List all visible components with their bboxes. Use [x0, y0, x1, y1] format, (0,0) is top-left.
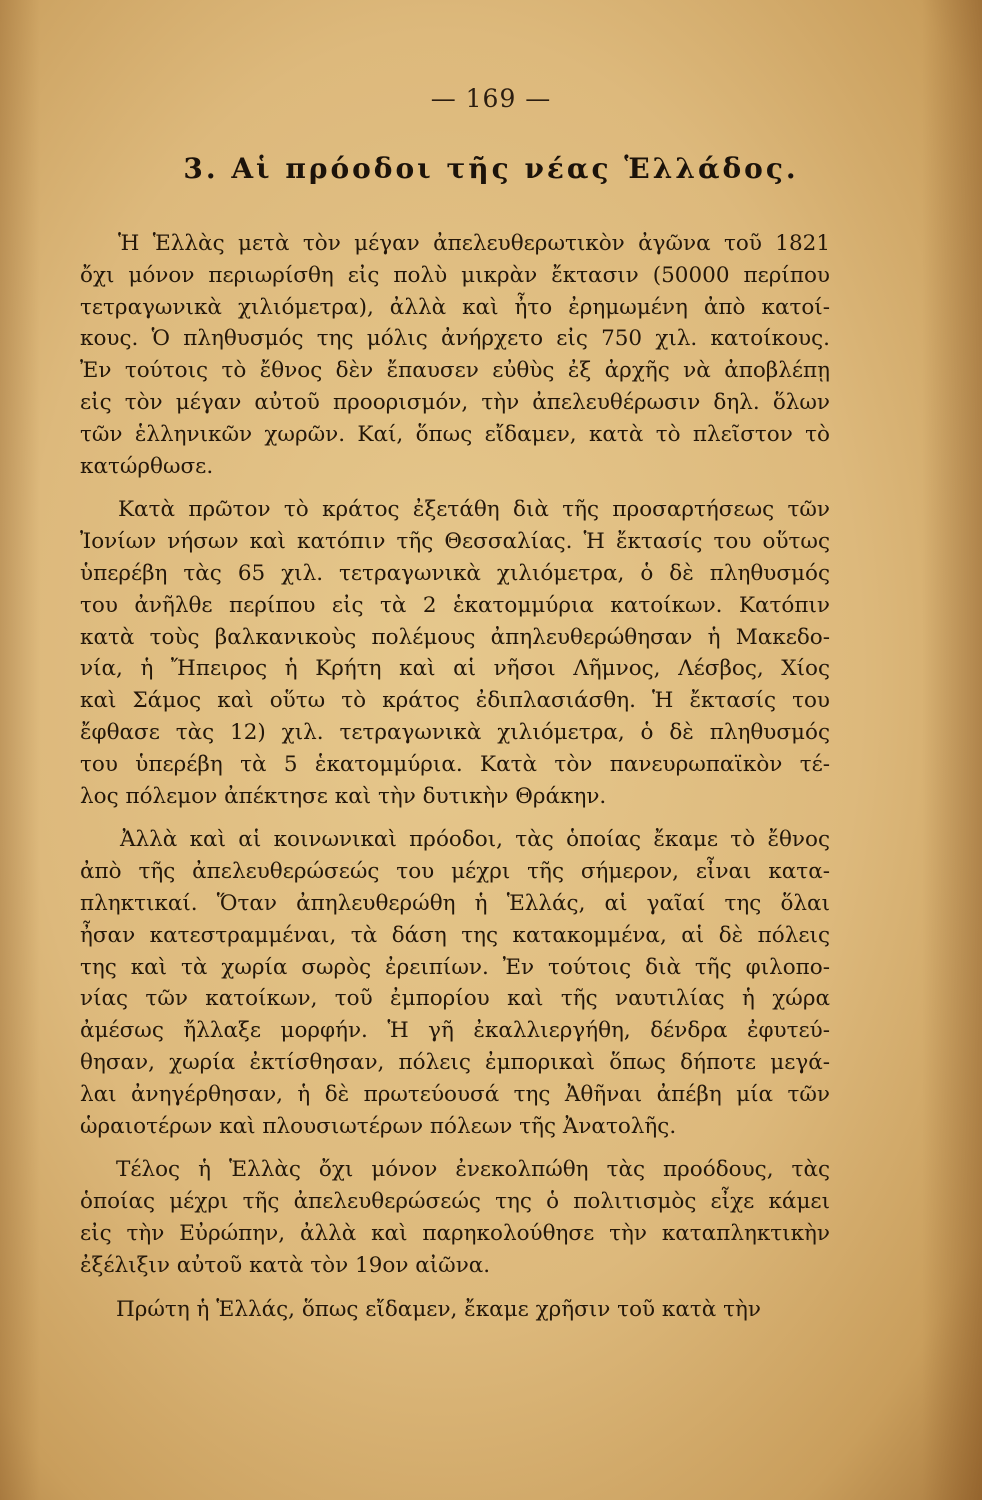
text-line: ἀμέσως ἤλλαξε μορφήν. Ἡ γῆ ἐκαλλιεργήθη, δένδρα ἐφυτεύ-: [80, 1018, 830, 1044]
text-line: του ἀνῆλθε περίπου εἰς τὰ 2 ἑκατομμύρια κατοίκων. Κατόπιν: [80, 592, 830, 618]
text-line: Πρώτη ἡ Ἑλλάς, ὅπως εἴδαμεν, ἔκαμε χρῆσιν τοῦ κατὰ τὴν: [116, 1296, 761, 1322]
text-line: λαι ἀνηγέρθησαν, ἡ δὲ πρωτεύουσά της Ἀθῆναι ἀπέβη μία τῶν: [80, 1081, 830, 1107]
text-line: λος πόλεμον ἀπέκτησε καὶ τὴν δυτικὴν Θράκην.: [80, 783, 607, 809]
paragraph-gap: [80, 1142, 830, 1154]
text-line: κους. Ὁ πληθυσμός της μόλις ἀνήρχετο εἰς 750 χιλ. κατοίκους.: [80, 326, 830, 352]
text-line: ἔφθασε τὰς 12) χιλ. τετραγωνικὰ χιλιόμετρα, ὁ δὲ πληθυσμός: [80, 719, 830, 745]
text-line: τῶν ἑλληνικῶν χωρῶν. Καί, ὅπως εἴδαμεν, κατὰ τὸ πλεῖστον τὸ: [80, 421, 830, 447]
text-line: καὶ Σάμος καὶ οὕτω τὸ κράτος ἐδιπλασιάσθη. Ἡ ἔκτασίς του: [80, 688, 830, 714]
text-line: της καὶ τὰ χωρία σωρὸς ἐρειπίων. Ἐν τούτοις διὰ τῆς φιλοπο-: [80, 954, 830, 980]
text-line: ἀπὸ τῆς ἀπελευθερώσεώς του μέχρι τῆς σήμερον, εἶναι κατα-: [80, 859, 830, 885]
text-line: ἐξέλιξιν αὐτοῦ κατὰ τὸν 19ον αἰῶνα.: [80, 1252, 491, 1278]
paragraph-gap: [80, 482, 830, 494]
paragraph: [80, 1154, 830, 1281]
text-line: θησαν, χωρία ἐκτίσθησαν, πόλεις ἐμπορικαὶ ὅπως δήποτε μεγά-: [80, 1049, 830, 1075]
text-line: κατὰ τοὺς βαλκανικοὺς πολέμους ἀπηλευθερώθησαν ἡ Μακεδο-: [80, 624, 830, 650]
text-line: εἰς τὴν Εὐρώπην, ἀλλὰ καὶ παρηκολούθησε τὴν καταπληκτικὴν: [80, 1220, 830, 1246]
text-line: ἦσαν κατεστραμμέναι, τὰ δάση της κατακομμένα, αἱ δὲ πόλεις: [80, 922, 830, 948]
text-line: κατώρθωσε.: [80, 453, 214, 479]
text-line: ὁποίας μέχρι τῆς ἀπελευθερώσεώς της ὁ πολιτισμὸς εἶχε κάμει: [80, 1189, 830, 1215]
text-line: Ἐν τούτοις τὸ ἔθνος δὲν ἔπαυσεν εὐθὺς ἐξ ἀρχῆς νὰ ἀποβλέπῃ: [80, 358, 830, 384]
paragraph: [80, 1294, 830, 1326]
paragraph: [80, 494, 830, 812]
text-line: πληκτικαί. Ὅταν ἀπηλευθερώθη ἡ Ἑλλάς, αἱ γαῖαί της ὅλαι: [80, 890, 830, 916]
page-number: — 169 —: [430, 84, 552, 113]
paragraph: [80, 824, 830, 1142]
text-line: Ἡ Ἑλλὰς μετὰ τὸν μέγαν ἀπελευθερωτικὸν ἀγῶνα τοῦ 1821: [118, 231, 830, 256]
text-line: τετραγωνικὰ χιλιόμετρα), ἀλλὰ καὶ ἦτο ἐρημωμένη ἀπὸ κατοί-: [80, 294, 830, 320]
text-line: Κατὰ πρῶτον τὸ κράτος ἐξετάθη διὰ τῆς προσαρτήσεως τῶν: [118, 497, 830, 523]
text-line: ὑπερέβη τὰς 65 χιλ. τετραγωνικὰ χιλιόμετρα, ὁ δὲ πληθυσμός: [80, 560, 830, 586]
text-line: ὄχι μόνον περιωρίσθη εἰς πολὺ μικρὰν ἔκτασιν (50000 περίπου: [80, 262, 830, 288]
text-line: του ὑπερέβη τὰ 5 ἑκατομμύρια. Κατὰ τὸν πανευρωπαϊκὸν τέ-: [80, 751, 830, 777]
paragraph-container: [80, 228, 830, 1325]
section-title: 3. Αἱ πρόοδοι τῆς νέας Ἑλλάδος.: [183, 152, 799, 185]
text-line: Ἰονίων νήσων καὶ κατόπιν τῆς Θεσσαλίας. Ἡ ἔκτασίς του οὕτως: [80, 529, 830, 555]
text-line: Τέλος ἡ Ἑλλὰς ὄχι μόνον ἐνεκολπώθη τὰς προόδους, τὰς: [116, 1157, 830, 1183]
text-line: Ἀλλὰ καὶ αἱ κοινωνικαὶ πρόοδοι, τὰς ὁποίας ἔκαμε τὸ ἔθνος: [120, 827, 830, 853]
body-text: [80, 228, 830, 1325]
text-line: εἰς τὸν μέγαν αὐτοῦ προορισμόν, τὴν ἀπελευθέρωσιν δηλ. ὅλων: [80, 389, 830, 415]
paragraph-gap: [80, 1282, 830, 1294]
paragraph: [80, 228, 830, 482]
paragraph-gap: [80, 812, 830, 824]
text-line: ὡραιοτέρων καὶ πλουσιωτέρων πόλεων τῆς Ἀνατολῆς.: [80, 1113, 677, 1139]
text-line: νία, ἡ Ἤπειρος ἡ Κρήτη καὶ αἱ νῆσοι Λῆμνος, Λέσβος, Χίος: [80, 656, 830, 682]
text-line: νίας τῶν κατοίκων, τοῦ ἐμπορίου καὶ τῆς ναυτιλίας ἡ χώρα: [80, 986, 830, 1012]
